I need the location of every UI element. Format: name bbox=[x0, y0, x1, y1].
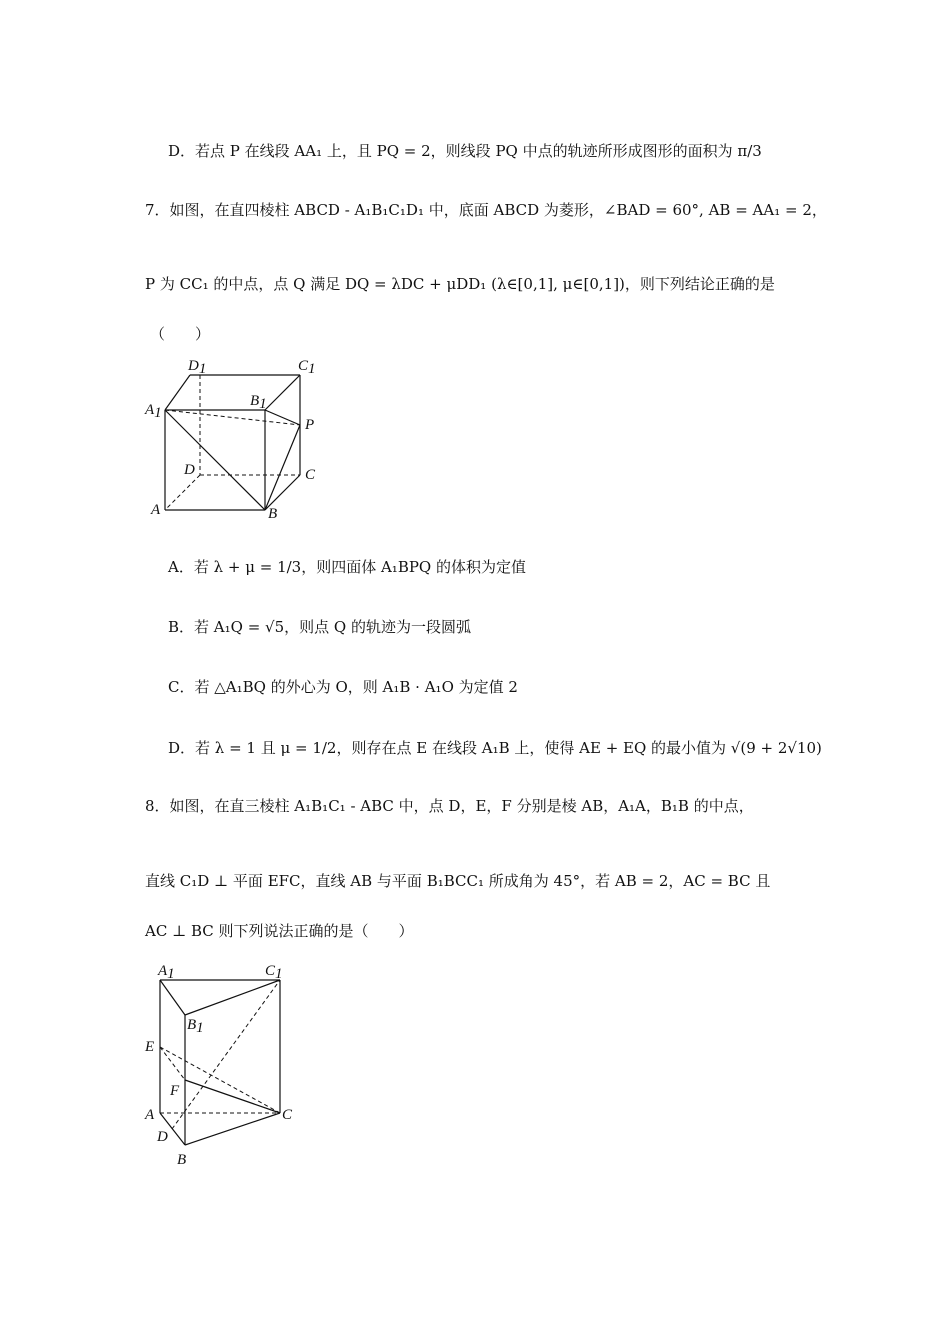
q7-option-d: D．若 λ = 1 且 μ = 1/2，则存在点 E 在线段 A₁B 上，使得 AE + EQ 的最小值为 √(9 + 2√10) bbox=[168, 739, 822, 757]
q7-option-a: A．若 λ + μ = 1/3，则四面体 A₁BPQ 的体积为定值 bbox=[168, 558, 527, 576]
label-a: A bbox=[145, 1107, 155, 1123]
q7-option-c: C．若 △A₁BQ 的外心为 O，则 A₁B · A₁O 为定值 2 bbox=[168, 678, 518, 696]
label-b: B bbox=[177, 1152, 187, 1168]
q8-stem-line3: AC ⊥ BC 则下列说法正确的是（ ） bbox=[145, 922, 414, 940]
label-b: B bbox=[268, 506, 278, 522]
label-f: F bbox=[170, 1083, 180, 1099]
q7-stem-line1: 7．如图，在直四棱柱 ABCD - A₁B₁C₁D₁ 中，底面 ABCD 为菱形，∠BAD = 60°, AB = AA₁ = 2， bbox=[145, 201, 827, 219]
label-b1: B1 bbox=[187, 1017, 204, 1036]
label-c: C bbox=[282, 1107, 293, 1123]
label-c1: C1 bbox=[298, 358, 316, 377]
label-e: E bbox=[145, 1039, 155, 1055]
q8-stem-line1: 8．如图，在直三棱柱 A₁B₁C₁ - ABC 中，点 D，E，F 分别是棱 AB，A₁A，B₁B 的中点， bbox=[145, 797, 754, 815]
label-d: D bbox=[157, 1129, 168, 1145]
q7-option-b: B．若 A₁Q = √5，则点 Q 的轨迹为一段圆弧 bbox=[168, 618, 471, 636]
q6-option-d: D．若点 P 在线段 AA₁ 上，且 PQ = 2，则线段 PQ 中点的轨迹所形成图形的面积为 π/3 bbox=[168, 142, 762, 160]
label-a: A bbox=[151, 502, 161, 518]
q7-answer-paren: （ ） bbox=[150, 325, 211, 343]
label-d1: D1 bbox=[188, 358, 207, 377]
q7-prism-figure bbox=[140, 350, 340, 525]
q7-figure-labels bbox=[144, 358, 316, 522]
q7-stem-line2: P 为 CC₁ 的中点，点 Q 满足 DQ = λDC + μDD₁ (λ∈[0,1], μ∈[0,1])，则下列结论正确的是 bbox=[145, 275, 775, 293]
label-b1: B1 bbox=[250, 393, 267, 412]
label-d: D bbox=[184, 462, 195, 478]
q8-prism-figure bbox=[140, 955, 320, 1170]
label-p: P bbox=[305, 417, 315, 433]
q8-stem-line2: 直线 C₁D ⊥ 平面 EFC，直线 AB 与平面 B₁BCC₁ 所成角为 45°，若 AB = 2，AC = BC 且 bbox=[145, 872, 771, 890]
label-a1: A1 bbox=[158, 963, 175, 982]
label-a1: A1 bbox=[145, 402, 162, 421]
label-c: C bbox=[305, 467, 316, 483]
label-c1: C1 bbox=[265, 963, 283, 982]
